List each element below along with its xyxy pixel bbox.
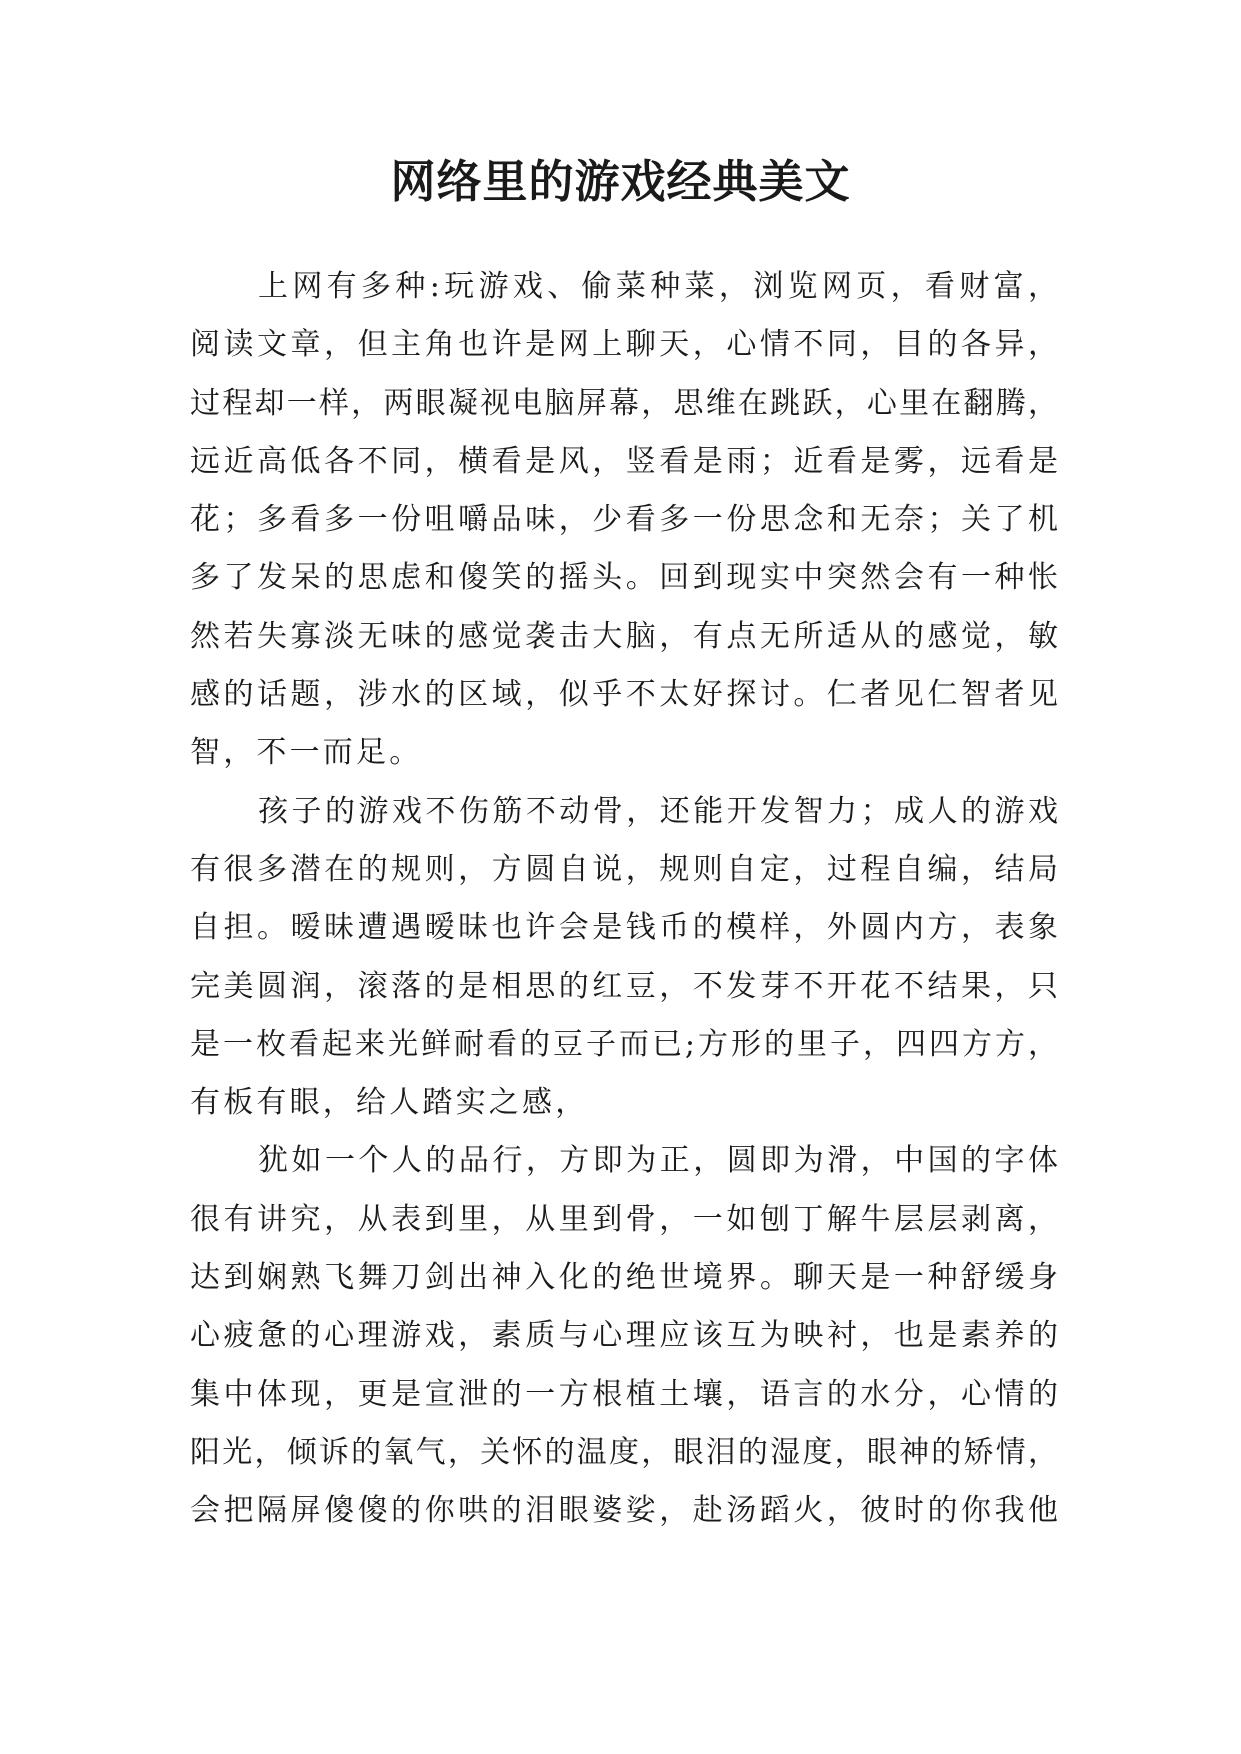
text-line: 自担。暧昧遭遇暧昧也许会是钱币的模样，外圆内方，表象 xyxy=(190,910,1058,946)
text-line: 犹如一个人的品行，方即为正，圆即为滑，中国的字体 xyxy=(258,1143,1058,1179)
text-line: 远近高低各不同，横看是风，竖看是雨；近看是雾，远看是 xyxy=(190,443,1058,479)
text-line: 会把隔屏傻傻的你哄的泪眼婆娑，赴汤蹈火，彼时的你我他 xyxy=(190,1493,1058,1529)
document-body xyxy=(190,258,1058,1541)
text-line: 孩子的游戏不伤筋不动骨，还能开发智力；成人的游戏 xyxy=(258,793,1058,829)
text-line: 过程却一样，两眼凝视电脑屏幕，思维在跳跃，心里在翻腾， xyxy=(190,385,1058,421)
text-line: 有板有眼，给人踏实之感， xyxy=(190,1085,589,1121)
text-line: 智，不一而足。 xyxy=(190,735,423,771)
text-line: 达到娴熟飞舞刀剑出神入化的绝世境界。聊天是一种舒缓身 xyxy=(190,1260,1058,1296)
text-line: 是一枚看起来光鲜耐看的豆子而已;方形的里子，四四方方， xyxy=(190,1026,1058,1062)
text-line: 心疲惫的心理游戏，素质与心理应该互为映衬，也是素养的 xyxy=(190,1318,1058,1354)
text-line: 集中体现，更是宣泄的一方根植土壤，语言的水分，心情的 xyxy=(190,1376,1058,1412)
text-line: 感的话题，涉水的区域，似乎不太好探讨。仁者见仁智者见 xyxy=(190,677,1058,713)
text-line: 完美圆润，滚落的是相思的红豆，不发芽不开花不结果，只 xyxy=(190,968,1058,1004)
text-line: 阅读文章，但主角也许是网上聊天，心情不同，目的各异， xyxy=(190,327,1058,363)
text-line: 有很多潜在的规则，方圆自说，规则自定，过程自编，结局 xyxy=(190,851,1058,887)
document-title: 网络里的游戏经典美文 xyxy=(390,155,851,208)
text-line: 多了发呆的思虑和傻笑的摇头。回到现实中突然会有一种怅 xyxy=(190,560,1058,596)
text-line: 阳光，倾诉的氧气，关怀的温度，眼泪的湿度，眼神的矫情， xyxy=(190,1434,1058,1470)
text-line: 上网有多种:玩游戏、偷菜种菜，浏览网页，看财富， xyxy=(258,269,1058,304)
text-line: 很有讲究，从表到里，从里到骨，一如刨丁解牛层层剥离， xyxy=(190,1201,1058,1237)
text-line: 然若失寡淡无味的感觉袭击大脑，有点无所适从的感觉，敏 xyxy=(190,618,1058,654)
text-line: 花；多看多一份咀嚼品味，少看多一份思念和无奈；关了机 xyxy=(190,502,1058,538)
